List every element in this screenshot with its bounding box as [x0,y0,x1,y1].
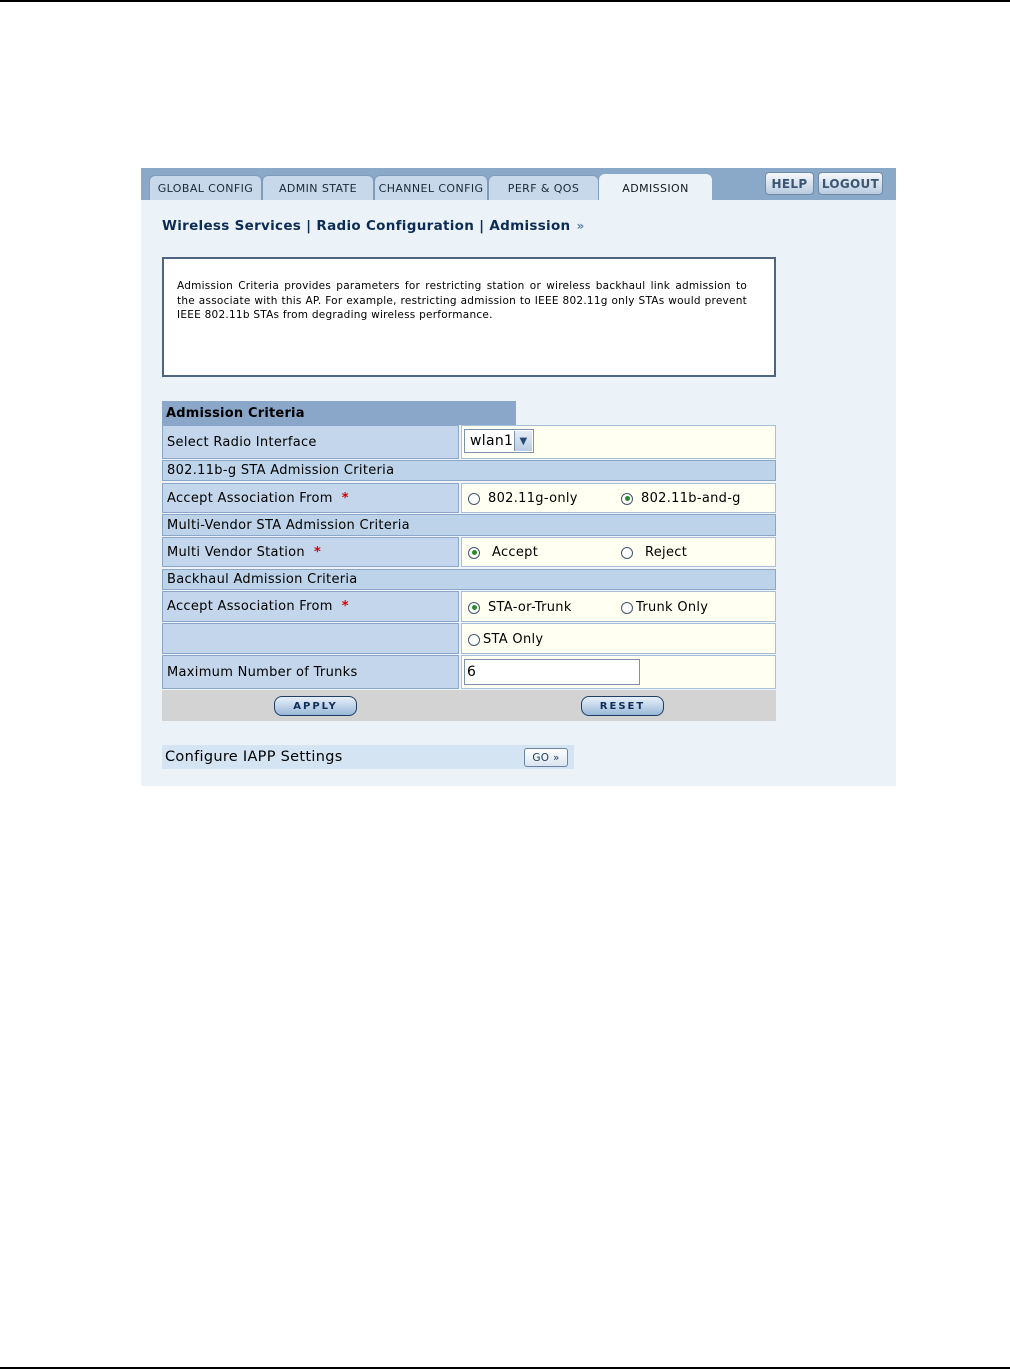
required-marker: * [341,490,349,506]
tab-bar [141,168,896,200]
radio-selected-icon[interactable] [621,493,633,505]
info-text: Admission Criteria provides parameters for restricting station or wireless backhaul link admission to the associate with this AP. For example, restricting admission to IEEE 802.11g only STAs would prevent IEEE 802.11b STAs from degrading wireless performance. [177,280,747,321]
multi-vendor-cell [461,537,776,567]
max-trunks-cell [461,655,776,689]
form-title: Admission Criteria [162,401,516,425]
accept-backhaul-row [162,591,776,622]
logout-button[interactable]: LOGOUT [818,172,883,195]
go-button[interactable]: GO » [524,748,568,767]
radio-selected-icon[interactable] [468,602,480,614]
admission-form [162,425,776,721]
accept-bg-row [162,483,776,513]
help-button[interactable]: HELP [765,172,814,195]
accept-backhaul-cell [461,591,776,622]
chevron-down-icon[interactable]: ▼ [514,431,532,451]
radio-80211b-and-g[interactable] [621,491,741,506]
radio-sta-or-trunk-label: STA-or-Trunk [488,600,572,615]
multi-vendor-label-cell [162,537,459,567]
radio-accept[interactable] [468,545,538,560]
sta-only-cell [461,623,776,654]
iapp-settings-label: Configure IAPP Settings [165,749,343,765]
radio-reject-label: Reject [645,545,688,560]
action-bar [162,690,776,721]
multi-vendor-row [162,537,776,567]
radio-circle-icon[interactable] [621,602,633,614]
radio-sta-only[interactable] [468,632,543,647]
radio-circle-icon[interactable] [621,547,633,559]
radio-trunk-only[interactable] [621,600,708,615]
accept-backhaul-label: Accept Association From [167,599,333,614]
reset-button[interactable]: RESET [581,696,664,716]
sta-only-row [162,623,776,654]
bottom-rule [0,1367,1010,1369]
multi-vendor-label: Multi Vendor Station [167,544,305,560]
accept-bg-label: Accept Association From [167,490,333,506]
section-80211bg: 802.11b-g STA Admission Criteria [162,460,776,481]
radio-interface-cell [461,425,776,459]
required-marker: * [341,599,349,614]
section-backhaul: Backhaul Admission Criteria [162,569,776,590]
iapp-settings-bar [162,745,574,769]
radio-circle-icon[interactable] [468,493,480,505]
max-trunks-input[interactable]: 6 [464,659,640,685]
radio-interface-row [162,425,776,459]
radio-sta-or-trunk[interactable] [468,600,572,615]
apply-button[interactable]: APPLY [274,696,357,716]
radio-80211b-and-g-label: 802.11b-and-g [641,491,741,506]
tab-channel-config[interactable]: CHANNEL CONFIG [374,175,488,200]
radio-interface-label: Select Radio Interface [162,425,459,459]
max-trunks-row [162,655,776,689]
breadcrumb [162,218,585,234]
section-multi-vendor: Multi-Vendor STA Admission Criteria [162,514,776,536]
radio-80211g-only-label: 802.11g-only [488,491,578,506]
accept-bg-label-cell [162,483,459,513]
required-marker: * [313,544,322,560]
radio-selected-icon[interactable] [468,547,480,559]
tab-admission[interactable]: ADMISSION [599,174,712,201]
breadcrumb-text: Wireless Services | Radio Configuration | Admission [162,218,571,234]
tab-admin-state[interactable]: ADMIN STATE [262,175,374,200]
max-trunks-label: Maximum Number of Trunks [162,655,459,689]
radio-trunk-only-label: Trunk Only [636,600,709,615]
radio-interface-value: wlan1 [470,433,514,449]
chevron-right-icon: » [576,219,585,233]
empty-label-cell [162,623,459,654]
radio-sta-only-label: STA Only [483,632,544,647]
tab-global-config[interactable]: GLOBAL CONFIG [149,175,262,200]
radio-accept-label: Accept [492,545,539,560]
radio-reject[interactable] [621,545,687,560]
accept-backhaul-label-cell [162,591,459,622]
tab-perf-qos[interactable]: PERF & QOS [488,175,599,200]
info-box [162,257,776,377]
top-rule [0,0,1010,2]
radio-interface-select[interactable] [464,429,534,453]
radio-80211g-only[interactable] [468,491,578,506]
admission-panel [141,168,896,786]
accept-bg-cell [461,483,776,513]
radio-circle-icon[interactable] [468,634,480,646]
